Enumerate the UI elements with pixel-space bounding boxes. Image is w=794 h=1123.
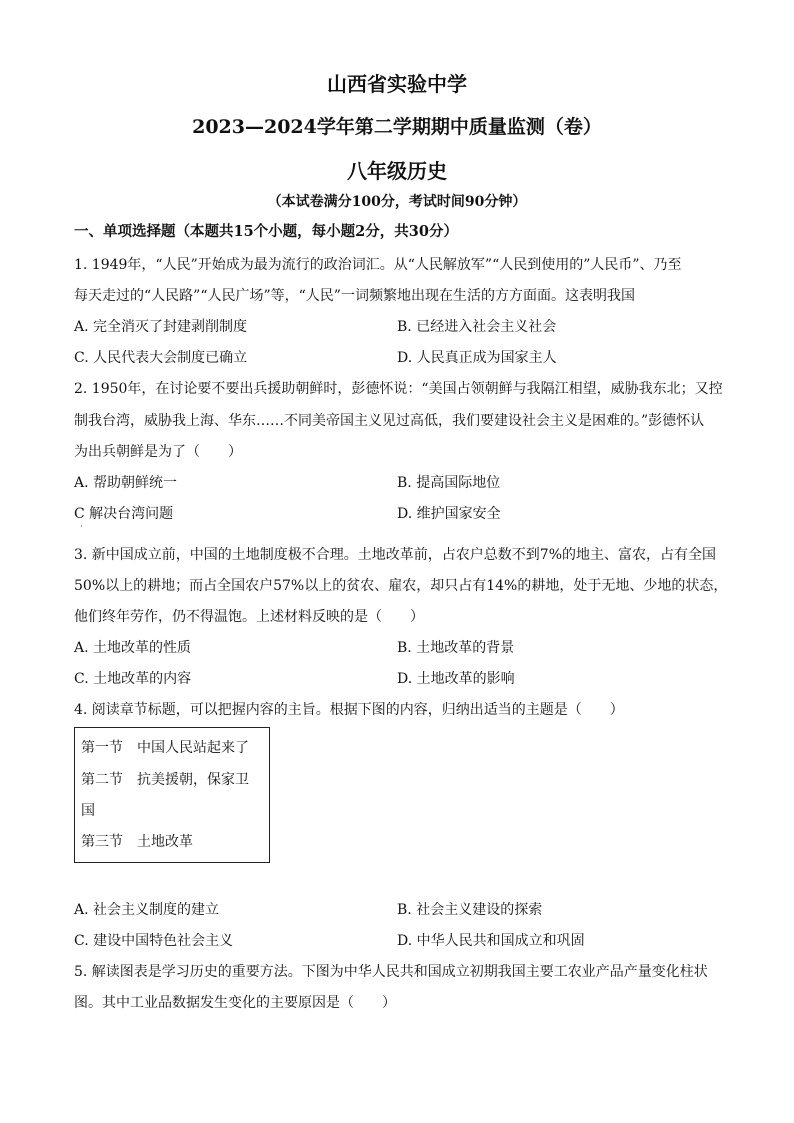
q1-option-a[interactable]: A. 完全消灭了封建剥削制度 <box>74 319 248 335</box>
q2-option-b[interactable]: B. 提高国际地位 <box>397 475 501 491</box>
q3-option-c[interactable]: C. 土地改革的内容 <box>74 671 192 687</box>
question-5-line-2: 图。其中工业品数据发生变化的主要原因是（ ） <box>74 995 396 1011</box>
question-3-line-2: 50%以上的耕地；而占全国农户57%以上的贫农、雇农，却只占有14%的耕地，处于无地、少地的状态， <box>74 578 728 594</box>
stray-dot: · <box>80 522 83 531</box>
section-heading: 一、单项选择题（本题共15个小题，每小题2分，共30分） <box>74 223 458 240</box>
q4-option-a[interactable]: A. 社会主义制度的建立 <box>74 902 220 918</box>
question-1-line-1: 1. 1949年，“人民”开始成为最为流行的政治词汇。从“人民解放军”“人民到使用的”人民币”、乃至 <box>74 257 682 273</box>
question-4-line-1: 4. 阅读章节标题，可以把握内容的主旨。根据下图的内容，归纳出适当的主题是（ ） <box>74 702 624 718</box>
q2-option-c[interactable]: C 解决台湾问题 <box>74 506 174 522</box>
question-1-line-2: 每天走过的“人民路”“人民广场”等，“人民”一词频繁地出现在生活的方方面面。这表明我国 <box>74 288 635 304</box>
q3-option-d[interactable]: D. 土地改革的影响 <box>397 671 515 687</box>
outline-item-1: 第一节 中国人民站起来了 <box>81 740 249 756</box>
outline-item-2: 第二节 抗美援朝，保家卫 <box>81 772 249 788</box>
q3-option-a[interactable]: A. 土地改革的性质 <box>74 640 192 656</box>
q2-option-a[interactable]: A. 帮助朝鲜统一 <box>74 475 178 491</box>
question-2-line-3: 为出兵朝鲜是为了（ ） <box>74 444 242 460</box>
outline-item-3: 第三节 土地改革 <box>81 834 193 850</box>
q4-option-d[interactable]: D. 中华人民共和国成立和巩固 <box>397 933 585 949</box>
question-3-line-3: 他们终年劳作，仍不得温饱。上述材料反映的是（ ） <box>74 609 424 625</box>
q4-option-b[interactable]: B. 社会主义建设的探索 <box>397 902 543 918</box>
question-5-line-1: 5. 解读图表是学习历史的重要方法。下图为中华人民共和国成立初期我国主要工农业产品产量变化柱状 <box>74 964 708 980</box>
q2-option-d[interactable]: D. 维护国家安全 <box>397 506 501 522</box>
subject-title: 八年级历史 <box>347 159 447 183</box>
question-2-line-2: 制我台湾，威胁我上海、华东……不同美帝国主义见过高低，我们要建设社会主义是困难的。”彭德怀认 <box>74 413 705 429</box>
exam-note: （本试卷满分100分，考试时间90分钟） <box>267 194 527 210</box>
q1-option-c[interactable]: C. 人民代表大会制度已确立 <box>74 350 248 366</box>
question-3-line-1: 3. 新中国成立前，中国的土地制度极不合理。土地改革前，占农户总数不到7%的地主、富农，占有全国 <box>74 547 717 563</box>
chapter-outline-box <box>74 727 270 863</box>
question-2-line-1: 2. 1950年，在讨论要不要出兵援助朝鲜时，彭德怀说：“美国占领朝鲜与我隔江相望，威胁我东北；又控 <box>74 381 723 397</box>
q1-option-d[interactable]: D. 人民真正成为国家主人 <box>397 350 557 366</box>
outline-item-2-continued: 国 <box>81 803 95 819</box>
q3-option-b[interactable]: B. 土地改革的背景 <box>397 640 515 656</box>
q4-option-c[interactable]: C. 建设中国特色社会主义 <box>74 933 234 949</box>
school-title: 山西省实验中学 <box>327 72 467 96</box>
q1-option-b[interactable]: B. 已经进入社会主义社会 <box>397 319 557 335</box>
exam-title: 2023—2024学年第二学期期中质量监测（卷） <box>192 116 602 138</box>
